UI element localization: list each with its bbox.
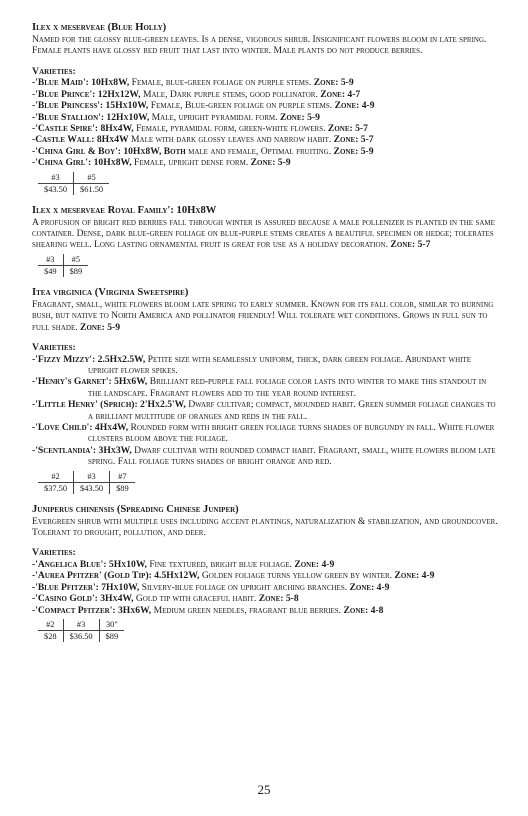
variety-description: Brilliant red-purple fall foliage color lasts into winter to make this standout in the landscape. Fragrant flowers add to the year round interest. [88, 376, 487, 399]
variety-name: -'Compact Pfitzer': 3Hx6W, [32, 604, 152, 616]
container-size: #3 [74, 471, 110, 483]
variety-zone: Zone: 5-9 [277, 111, 320, 123]
plant-entry [32, 205, 502, 277]
variety-name: -'Aurea Pfitzer' (Gold Tip): 4.5Hx12W, [32, 570, 200, 582]
variety-item [32, 157, 502, 168]
variety-name: -'Henry's Garnet': 5Hx6W, [32, 376, 148, 388]
varieties-heading: Varieties: [32, 547, 76, 559]
container-size: #2 [38, 619, 63, 631]
catalog-page [32, 22, 502, 652]
variety-description: Medium green needles, fragrant blue berries. [151, 604, 342, 616]
variety-name: -'Blue Prince': 12Hx12W, [32, 88, 141, 100]
plant-description [32, 34, 502, 57]
variety-description: Gold tip with graceful habit. [133, 593, 257, 605]
size-row [38, 471, 135, 483]
variety-zone: Zone: 4-9 [392, 570, 435, 582]
variety-zone: Zone: 4-8 [341, 604, 384, 616]
zone-label: Zone: 5-9 [77, 321, 120, 333]
variety-description: Silvery-blue foliage on upright arching branches. [139, 581, 348, 593]
container-size: #5 [63, 254, 88, 266]
price-table [38, 471, 135, 494]
variety-name: -'Casino Gold': 3Hx4W, [32, 593, 134, 605]
variety-description: Male with dark glossy leaves and narrow habit. [128, 134, 332, 146]
plant-entry [32, 22, 502, 195]
variety-name: -'China Girl & Boy': 10Hx8W, Both [32, 145, 186, 157]
variety-item [32, 582, 502, 593]
price-value: $89 [63, 265, 88, 277]
container-size: #3 [38, 172, 74, 184]
variety-item [32, 570, 502, 581]
variety-description: Female, blue-green foliage on purple stems. [129, 77, 312, 89]
variety-name: -'Fizzy Mizzy': 2.5Hx2.5W, [32, 353, 146, 365]
price-value: $37.50 [44, 483, 68, 493]
price-table [38, 254, 88, 277]
container-size: 30" [99, 619, 124, 631]
description-text: Named for the glossy blue-green leaves. Is a dense, vigorous shrub. Insignificant flowers bloom in late spring. Female plants have glossy red fruit that last into winter. Male plants do not produce berries. [32, 34, 487, 57]
container-size: #2 [38, 471, 74, 483]
variety-item [32, 605, 502, 616]
price-row [38, 630, 124, 642]
variety-name: -'Scentlandia': 3Hx3W, [32, 444, 132, 456]
variety-name: -Castle Wall: 8Hx4W [32, 134, 129, 146]
variety-item [32, 445, 502, 468]
price-value: $36.50 [63, 630, 99, 642]
variety-name: -'Angelica Blue': 5Hx10W, [32, 558, 147, 570]
variety-item [32, 376, 502, 399]
price-table [38, 172, 109, 195]
variety-zone: Zone: 4-9 [347, 581, 390, 593]
price-value: $89 [99, 630, 124, 642]
variety-zone: Zone: 5-7 [325, 122, 368, 134]
price-value: $28 [44, 631, 57, 641]
variety-zone: Zone: 5-9 [248, 157, 291, 169]
plant-entry [32, 287, 502, 494]
variety-item [32, 146, 502, 157]
variety-zone: Zone: 5-8 [256, 593, 299, 605]
variety-name: -'Little Henry' (Sprich): 2'Hx2.5'W, [32, 399, 186, 411]
variety-description: Female, pyramidal form, green-white flowers. [133, 122, 326, 134]
variety-zone: Zone: 5-9 [311, 77, 354, 89]
variety-item [32, 399, 502, 422]
variety-name: -'Blue Princess': 15Hx10W, [32, 100, 149, 112]
variety-description: Female, upright dense form. [131, 157, 249, 169]
variety-description: Male, Dark purple stems, good pollinator. [140, 88, 318, 100]
plant-title: Ilex x meserveae Royal Family': 10Hx8W [32, 204, 217, 216]
plant-entry [32, 504, 502, 642]
description-text: Fragrant, small, white flowers bloom late spring to early summer. Known for its fall color, similar to burning bush, but native to North America and pollinator friendly! Will tolerate wet conditions. Grows in full sun to full shade. [32, 298, 494, 333]
variety-description: Male, upright pyramidal form. [149, 111, 278, 123]
variety-item [32, 593, 502, 604]
variety-name: -'Love Child': 4Hx4W, [32, 421, 129, 433]
variety-item [32, 123, 502, 134]
variety-zone: Zone: 4-7 [317, 88, 361, 100]
variety-zone: Zone: 5-7 [331, 134, 374, 146]
variety-zone: Zone: 5-9 [331, 145, 374, 157]
variety-item [32, 112, 502, 123]
variety-description: Dwarf cultivar with rounded compact habit. Fragrant, small, white flowers bloom late spring. Fall foliage turns shades of bright orange and red. [88, 444, 496, 468]
price-value: $49 [44, 266, 57, 276]
size-row [38, 619, 124, 631]
variety-description: Female, Blue-green foliage on purple stems. [148, 100, 333, 112]
variety-zone: Zone: 4-9 [332, 100, 375, 112]
container-size: #7 [110, 471, 135, 483]
price-value: $43.50 [74, 482, 110, 494]
varieties-heading: Varieties: [32, 342, 76, 353]
variety-name: -'Blue Pfitzer': 7Hx10W, [32, 581, 140, 593]
variety-description: Petite size with seamlessly uniform, thick, dark green foliage. Abundant white upright flower spikes. [88, 353, 472, 376]
plant-description [32, 299, 502, 333]
variety-item [32, 354, 502, 377]
variety-item [32, 559, 502, 570]
variety-description: Fine textured, bright blue foliage. [146, 558, 292, 570]
price-value: $89 [110, 482, 135, 494]
price-row [38, 265, 88, 277]
variety-description: Dwarf cultivar; compact, mounded habit. Green summer foliage changes to a brilliant multitude of oranges and reds in the fall. [88, 399, 496, 422]
container-size: #3 [63, 619, 99, 631]
variety-item [32, 77, 502, 88]
container-size: #3 [38, 254, 63, 266]
plant-description [32, 217, 502, 251]
price-table [38, 619, 124, 642]
variety-name: -'Castle Spire': 8Hx4W, [32, 122, 134, 134]
variety-item [32, 89, 502, 100]
zone-label: Zone: 5-7 [388, 239, 431, 251]
variety-description: Rounded form with bright green foliage turns shades of burgundy in fall. White flower clusters bloom above the foliage. [88, 421, 495, 445]
plant-description [32, 516, 502, 539]
page-number: 25 [257, 782, 271, 797]
plant-title: Itea virginica (Virginia Sweetspire) [32, 286, 189, 298]
price-row [38, 183, 109, 195]
variety-name: -'Blue Stallion': 12Hx10W, [32, 111, 150, 123]
container-size: #5 [74, 172, 110, 184]
variety-name: -'China Girl': 10Hx8W, [32, 157, 132, 169]
variety-zone: Zone: 4-9 [291, 558, 335, 570]
price-row [38, 482, 135, 494]
varieties-heading: Varieties: [32, 65, 76, 77]
variety-item [32, 100, 502, 111]
size-row [38, 172, 109, 184]
description-text: Evergreen shrub with multiple uses including accent plantings, naturalization & stabilization, and groundcover. Tolerant to drought, pollution, and deer. [32, 515, 498, 538]
price-value: $61.50 [74, 183, 110, 195]
plant-title: Juniperus chinensis (Spreading Chinese Juniper) [32, 503, 239, 515]
description-text: A profusion of bright red berries fall through winter is assured because a male pollenizer is planted in the same container. Dense, dark blue-green foliage on blue-purple stems creates a beautiful specimen or hedge; tolerates shearing well. Long lasting ornamental fruit is great for use as a holiday decoration. [32, 216, 495, 251]
variety-item [32, 134, 502, 145]
plant-title: Ilex x meserveae (Blue Holly) [32, 22, 167, 33]
price-value: $43.50 [44, 184, 68, 194]
variety-description: Golden foliage turns yellow green by winter. [199, 570, 393, 582]
variety-name: -'Blue Maid': 10Hx8W, [32, 77, 130, 89]
variety-description: male and female, Optimal fruiting. [185, 145, 332, 157]
size-row [38, 254, 88, 266]
variety-item [32, 422, 502, 445]
